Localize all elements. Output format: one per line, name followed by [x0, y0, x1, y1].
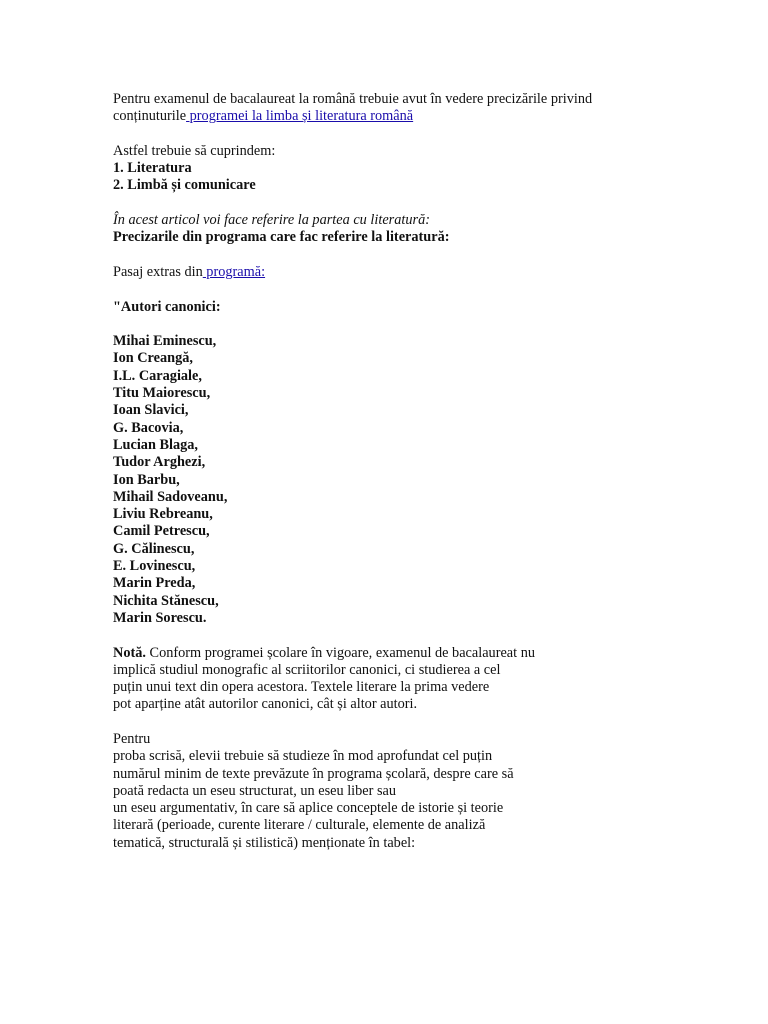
nota-line-4: pot aparține atât autorilor canonici, cât și altor autori.	[113, 696, 418, 713]
nota-label: Notă.	[113, 644, 146, 661]
author-item: Nichita Stănescu,	[113, 592, 219, 609]
spacer	[113, 714, 733, 731]
programa-excerpt-link[interactable]: programă:	[202, 263, 266, 280]
proba-line-5: un eseu argumentativ, în care să aplice conceptele de istorie și teorie	[113, 800, 504, 817]
document-page	[113, 91, 733, 852]
nota-line-1	[113, 645, 733, 662]
spacer	[113, 627, 733, 644]
article-note: În acest articol voi face referire la partea cu literatură:	[113, 212, 430, 229]
excerpt-line	[113, 264, 733, 281]
author-item: Lucian Blaga,	[113, 436, 199, 453]
proba-line-1: Pentru	[113, 730, 151, 747]
programa-link[interactable]: programei la limba și literatura română	[186, 108, 414, 125]
proba-line-2: proba scrisă, elevii trebuie să studieze în mod aprofundat cel puțin	[113, 748, 493, 765]
proba-line-6: literară (perioade, curente literare / culturale, elemente de analiză	[113, 817, 486, 834]
intro-line-2-text: conținuturile	[113, 108, 187, 125]
author-item: G. Bacovia,	[113, 419, 184, 436]
spacer	[113, 126, 733, 143]
author-item: I.L. Caragiale,	[113, 367, 202, 384]
intro-line-1: Pentru examenul de bacalaureat la română trebuie avut în vedere precizările privind	[113, 91, 593, 107]
structure-lead: Astfel trebuie să cuprindem:	[113, 142, 276, 159]
spacer	[113, 247, 733, 264]
intro-line-2	[113, 108, 733, 125]
proba-line-3: numărul minim de texte prevăzute în programa școlară, despre care să	[113, 765, 514, 782]
nota-line-3: puțin unui text din opera acestora. Textele literare la prima vedere	[113, 679, 490, 696]
author-item: Marin Sorescu.	[113, 609, 207, 626]
author-item: Tudor Arghezi,	[113, 454, 206, 471]
authors-heading: "Autori canonici:	[113, 298, 221, 315]
author-item: Ioan Slavici,	[113, 402, 189, 419]
spacer	[113, 281, 733, 298]
excerpt-text: Pasaj extras din	[113, 263, 203, 280]
spacer	[113, 195, 733, 212]
author-item: Liviu Rebreanu,	[113, 506, 213, 523]
proba-line-4: poată redacta un eseu structurat, un eseu liber sau	[113, 782, 397, 799]
nota-line-1-text: Conform programei școlare în vigoare, examenul de bacalaureat nu	[145, 644, 536, 661]
author-item: E. Lovinescu,	[113, 558, 196, 575]
author-item: Titu Maiorescu,	[113, 385, 211, 402]
author-item: Camil Petrescu,	[113, 523, 210, 540]
proba-line-7: tematică, structurală și stilistică) menționate în tabel:	[113, 834, 416, 851]
structure-item-limba: 2. Limbă și comunicare	[113, 177, 256, 194]
nota-line-2: implică studiul monografic al scriitorilor canonici, ci studierea a cel	[113, 661, 501, 678]
program-heading: Precizarile din programa care fac referire la literatură:	[113, 229, 450, 246]
authors-list	[113, 333, 733, 627]
nota-paragraph	[113, 645, 733, 714]
author-item: Ion Creangă,	[113, 350, 193, 367]
author-item: Mihail Sadoveanu,	[113, 488, 228, 505]
author-item: Ion Barbu,	[113, 471, 180, 488]
structure-item-literatura: 1. Literatura	[113, 160, 192, 177]
proba-paragraph	[113, 731, 733, 852]
author-item: G. Călinescu,	[113, 540, 195, 557]
author-item: Marin Preda,	[113, 575, 196, 592]
spacer	[113, 316, 733, 333]
author-item: Mihai Eminescu,	[113, 333, 217, 350]
